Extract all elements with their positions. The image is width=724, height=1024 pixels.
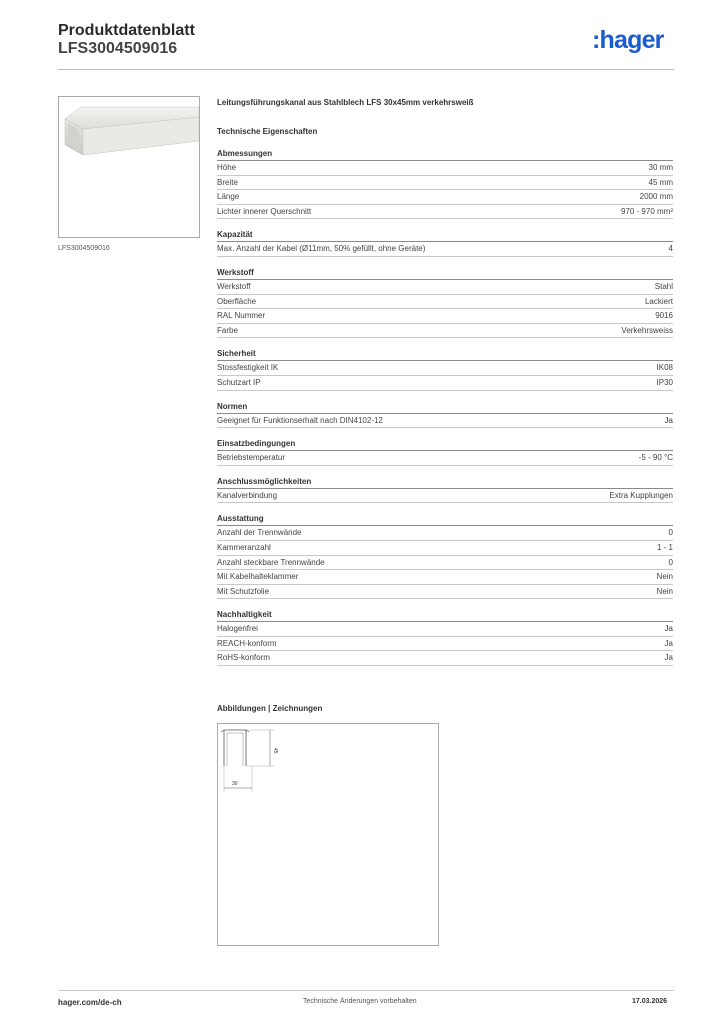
logo-text: hager xyxy=(599,26,664,54)
spec-label: Mit Kabelhalteklammer xyxy=(217,572,299,582)
spec-section xyxy=(217,438,673,466)
spec-row xyxy=(217,570,673,585)
spec-section xyxy=(217,513,673,599)
spec-label: REACH-konform xyxy=(217,638,277,648)
page-title: Produktdatenblatt xyxy=(58,22,195,39)
specifications-column xyxy=(217,96,673,666)
spec-row xyxy=(217,176,673,191)
spec-value: Verkehrsweiss xyxy=(621,325,673,335)
spec-row xyxy=(217,295,673,310)
spec-section-title: Normen xyxy=(217,401,673,414)
spec-row xyxy=(217,637,673,652)
spec-value: 1 - 1 xyxy=(656,542,673,552)
spec-row xyxy=(217,376,673,391)
spec-value: Extra Kupplungen xyxy=(609,490,673,500)
spec-value: Lackiert xyxy=(644,296,673,306)
spec-value: 0 xyxy=(668,528,673,538)
footer-date: 17.03.2026 xyxy=(632,998,668,1005)
spec-value: 45 mm xyxy=(648,177,673,187)
spec-row xyxy=(217,541,673,556)
spec-value: 970 - 970 mm² xyxy=(620,206,673,216)
spec-sections xyxy=(217,148,673,666)
spec-section-title: Nachhaltigkeit xyxy=(217,609,673,622)
spec-label: Halogenfrei xyxy=(217,624,258,634)
spec-section-title: Abmessungen xyxy=(217,148,673,161)
spec-label: Geeignet für Funktionserhalt nach DIN4102-12 xyxy=(217,415,383,425)
product-description: Leitungsführungskanal aus Stahlblech LFS 30x45mm verkehrsweiß xyxy=(217,98,474,107)
spec-row xyxy=(217,556,673,571)
spec-row xyxy=(217,585,673,600)
spec-row xyxy=(217,205,673,220)
spec-value: -5 - 90 °C xyxy=(638,453,673,463)
spec-row xyxy=(217,280,673,295)
spec-label: Oberfläche xyxy=(217,296,257,306)
spec-label: RoHS-konform xyxy=(217,653,270,663)
spec-value: 9016 xyxy=(655,311,673,321)
technical-drawing xyxy=(217,723,439,946)
spec-row xyxy=(217,309,673,324)
spec-section xyxy=(217,401,673,429)
product-code-subtitle: LFS3004509016 xyxy=(58,40,178,57)
spec-label: Stossfestigkeit IK xyxy=(217,363,279,373)
spec-section xyxy=(217,229,673,257)
spec-label: Höhe xyxy=(217,163,237,172)
spec-value: 0 xyxy=(668,557,673,567)
drawings-heading: Abbildungen | Zeichnungen xyxy=(217,704,323,713)
spec-section-title: Werkstoff xyxy=(217,267,673,280)
spec-row xyxy=(217,451,673,466)
spec-label: Farbe xyxy=(217,325,238,335)
spec-row xyxy=(217,324,673,339)
technical-properties-heading: Technische Eigenschaften xyxy=(217,127,318,136)
header-divider xyxy=(58,69,674,70)
spec-section-title: Sicherheit xyxy=(217,348,673,361)
spec-value: Ja xyxy=(664,653,673,663)
spec-section-title: Kapazität xyxy=(217,229,673,242)
spec-label: Anzahl steckbare Trennwände xyxy=(217,557,325,567)
spec-label: Kammeranzahl xyxy=(217,542,271,552)
dim-width-label: 30 xyxy=(232,781,238,787)
spec-label: Anzahl der Trennwände xyxy=(217,528,302,538)
spec-label: Lichter innerer Querschnitt xyxy=(217,206,312,216)
spec-label: RAL Nummer xyxy=(217,311,266,321)
spec-label: Max. Anzahl der Kabel (Ø11mm, 50% gefüllt, ohne Geräte) xyxy=(217,244,426,254)
spec-section-title: Einsatzbedingungen xyxy=(217,438,673,451)
spec-value: Nein xyxy=(656,572,673,582)
cable-duct-illustration xyxy=(59,97,199,237)
spec-section xyxy=(217,348,673,390)
product-image-caption: LFS3004509016 xyxy=(58,245,110,252)
product-image xyxy=(58,96,200,238)
spec-row xyxy=(217,622,673,637)
spec-row xyxy=(217,242,673,257)
spec-value: Ja xyxy=(664,624,673,634)
spec-value: Nein xyxy=(656,586,673,596)
spec-label: Werkstoff xyxy=(217,281,251,291)
spec-value: IK08 xyxy=(656,363,673,373)
spec-section xyxy=(217,267,673,338)
spec-value: IP30 xyxy=(656,377,673,387)
spec-value: Stahl xyxy=(654,281,673,291)
spec-label: Schutzart IP xyxy=(217,377,261,387)
spec-label: Kanalverbindung xyxy=(217,490,278,500)
spec-section-title: Anschlussmöglichkeiten xyxy=(217,476,673,489)
spec-value: 4 xyxy=(668,244,673,254)
spec-section xyxy=(217,609,673,666)
dim-height-label: 45 xyxy=(272,748,278,754)
spec-row xyxy=(217,190,673,205)
spec-row xyxy=(217,651,673,666)
spec-value: 2000 mm xyxy=(639,192,673,202)
spec-row xyxy=(217,489,673,504)
spec-label: Betriebstemperatur xyxy=(217,453,286,463)
spec-label: Länge xyxy=(217,192,240,202)
spec-value: 30 mm xyxy=(648,163,673,172)
spec-row xyxy=(217,161,673,176)
spec-label: Breite xyxy=(217,177,238,187)
spec-value: Ja xyxy=(664,638,673,648)
spec-section xyxy=(217,148,673,219)
hager-logo: :hager xyxy=(592,26,664,54)
spec-row xyxy=(217,361,673,376)
footer-divider xyxy=(58,990,674,991)
spec-section xyxy=(217,476,673,504)
spec-row xyxy=(217,414,673,429)
cross-section-drawing xyxy=(218,724,438,945)
spec-row xyxy=(217,526,673,541)
spec-section-title: Ausstattung xyxy=(217,513,673,526)
footer-disclaimer: Technische Änderungen vorbehalten xyxy=(303,998,417,1005)
spec-value: Ja xyxy=(664,415,673,425)
footer-website-link[interactable]: hager.com/de-ch xyxy=(58,998,122,1007)
spec-label: Mit Schutzfolie xyxy=(217,586,270,596)
